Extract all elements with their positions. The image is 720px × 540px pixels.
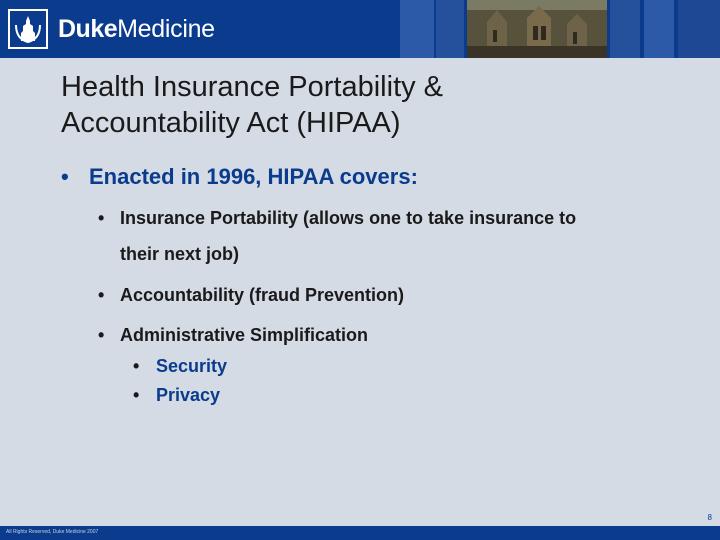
brand-wordmark (58, 15, 215, 43)
sub-bullet-insurance-portability-continued: their next job) (120, 244, 240, 264)
duke-chapel-photo (467, 0, 607, 58)
slide-title-line-1: Health Insurance Portability & (61, 71, 444, 103)
header-bar (0, 0, 720, 58)
copyright-text: All Rights Reserved, Duke Medicine 2007 (6, 529, 99, 535)
sub-sub-bullet-privacy (133, 381, 220, 409)
bullet-dot: • (98, 325, 105, 345)
sub-bullet-text: Administrative Simplification (120, 325, 369, 345)
sub-sub-bullet-text: Security (156, 356, 228, 376)
bullet-dot: • (133, 356, 140, 376)
brand-regular: Medicine (117, 15, 215, 43)
bullet-dot: • (98, 208, 105, 228)
slide-title (61, 69, 681, 141)
main-bullet-text: Enacted in 1996, HIPAA covers: (89, 164, 418, 189)
bullet-dot: • (61, 164, 69, 189)
page-number: 8 (707, 513, 712, 522)
sub-bullet-accountability (98, 277, 404, 313)
bullet-dot: • (98, 285, 105, 305)
sub-bullet-administrative-simplification (98, 317, 368, 353)
brand-bold: Duke (58, 15, 118, 43)
sub-sub-bullet-text: Privacy (156, 385, 221, 405)
slide-title-line-2: Accountability Act (HIPAA) (61, 107, 401, 139)
sub-bullet-text: Insurance Portability (allows one to take insurance to (120, 208, 577, 228)
sub-bullet-insurance-portability (98, 200, 576, 236)
main-bullet (61, 163, 418, 191)
sub-sub-bullet-security (133, 352, 227, 380)
bullet-dot: • (133, 385, 140, 405)
sub-bullet-text: Accountability (fraud Prevention) (120, 285, 405, 305)
duke-chapel-logo-icon (8, 9, 48, 49)
footer-bar (0, 526, 720, 540)
